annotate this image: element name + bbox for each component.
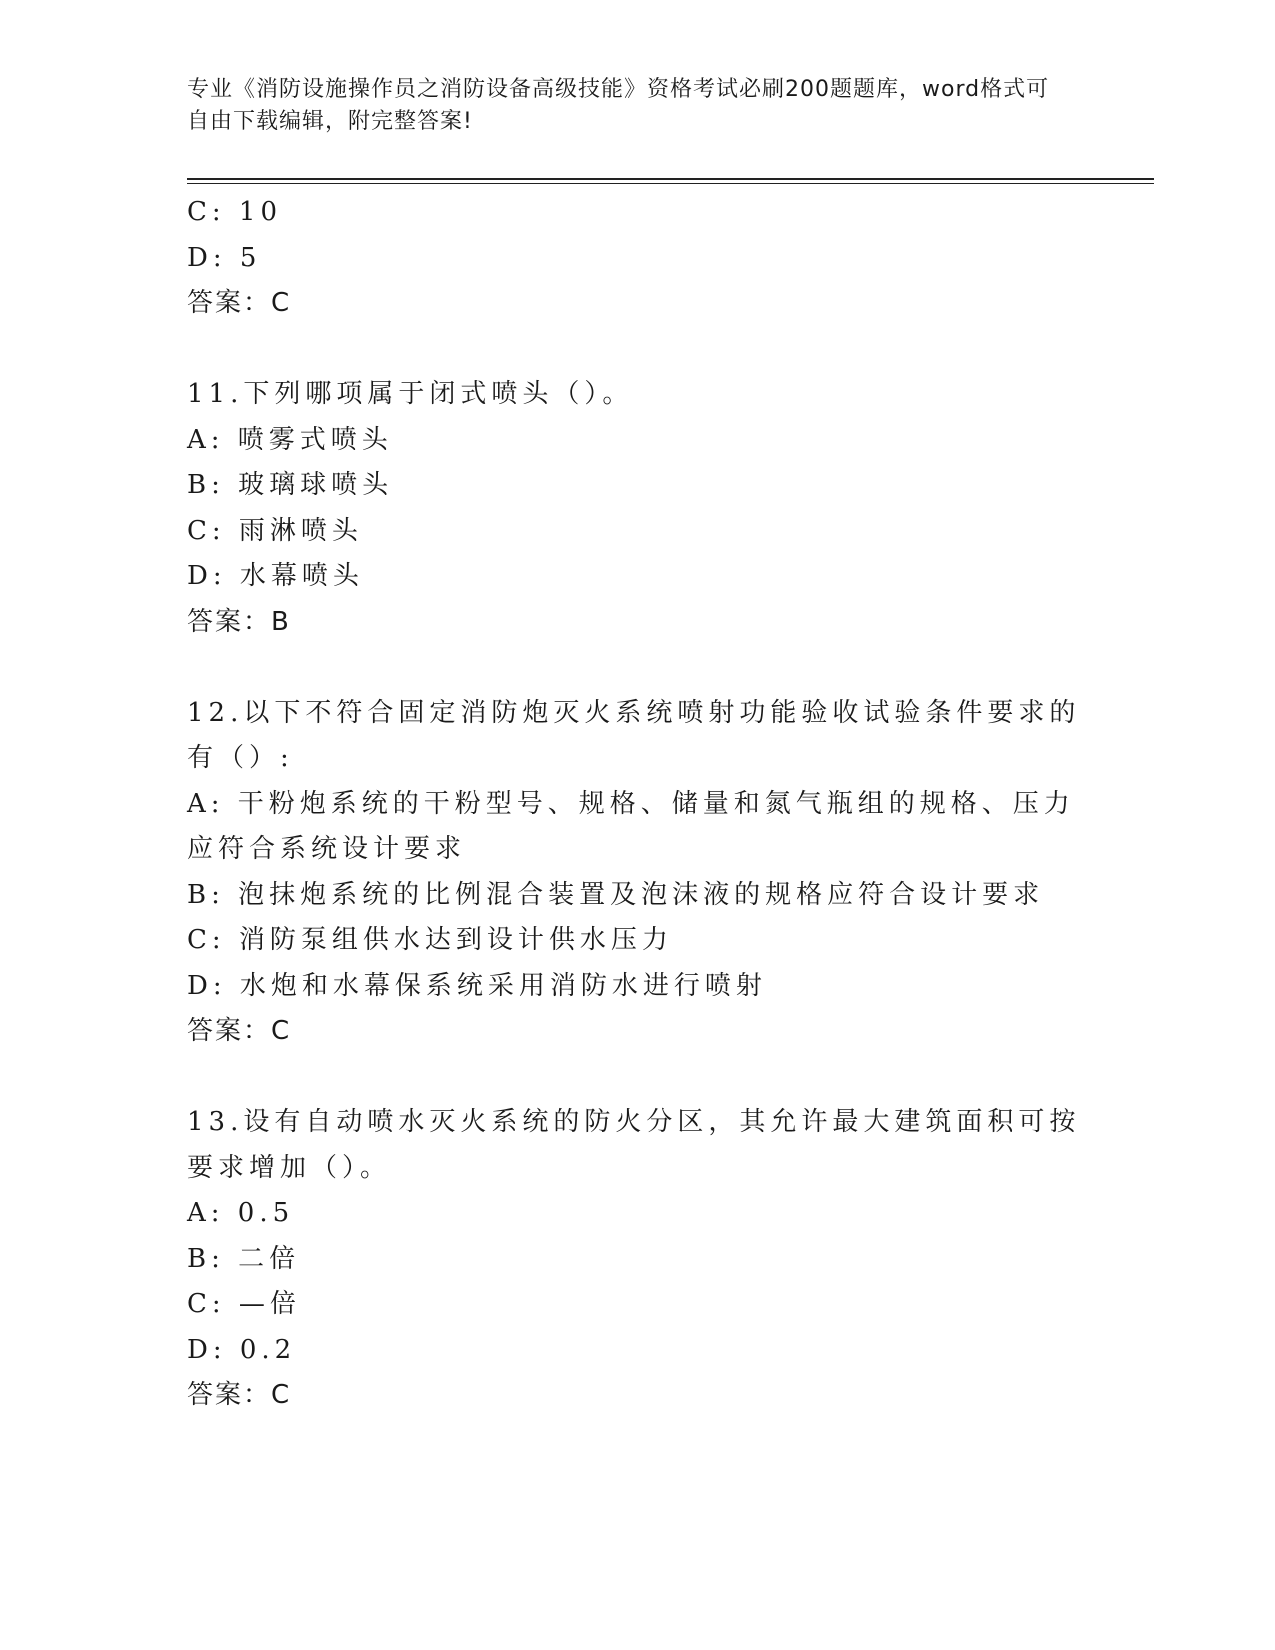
spacer xyxy=(187,1055,1087,1101)
option-b: B: 泡抹炮系统的比例混合装置及泡沫液的规格应符合设计要求 xyxy=(187,879,1045,910)
option-b: B: 玻璃球喷头 xyxy=(187,470,394,500)
question-stem: 13.设有自动喷水灭火系统的防火分区，其允许最大建筑面积可按要求增加（）。 xyxy=(187,1107,1081,1183)
page-header: 专业《消防设施操作员之消防设备高级技能》资格考试必刷200题题库，word格式可自由下载编辑，附完整答案! xyxy=(187,77,1050,134)
header-divider-thick xyxy=(187,178,1154,180)
option-a: A: 喷雾式喷头 xyxy=(187,424,393,455)
spacer xyxy=(187,327,1087,373)
question-stem: 11.下列哪项属于闭式喷头（）。 xyxy=(187,379,634,409)
question-stem: 12.以下不符合固定消防炮灭火系统喷射功能验收试验条件要求的有（）: xyxy=(187,697,1081,773)
question-11 xyxy=(187,372,1087,645)
option-d: D: 水幕喷头 xyxy=(187,561,364,591)
option-d: D: 0.2 xyxy=(187,1334,297,1365)
question-12 xyxy=(187,691,1087,1055)
question-13 xyxy=(187,1100,1087,1419)
option-a: A: 干粉炮系统的干粉型号、规格、储量和氮气瓶组的规格、压力应符合系统设计要求 xyxy=(187,788,1075,864)
option-c: C: —倍 xyxy=(187,1289,301,1319)
option-c: C: 雨淋喷头 xyxy=(187,515,363,546)
option-d: D: 5 xyxy=(187,242,262,273)
header-divider-thin xyxy=(187,183,1154,184)
answer-line: 答案：C xyxy=(187,1380,292,1410)
option-a: A: 0.5 xyxy=(187,1198,295,1228)
spacer xyxy=(187,645,1087,691)
answer-line: 答案：C xyxy=(187,288,292,318)
answer-line: 答案：C xyxy=(187,1016,292,1046)
previous-question-tail xyxy=(187,190,1087,327)
option-b: B: 二倍 xyxy=(187,1243,301,1274)
question-list xyxy=(187,190,1087,1419)
answer-line: 答案：B xyxy=(187,606,291,637)
option-c: C: 10 xyxy=(187,197,283,227)
option-c: C: 消防泵组供水达到设计供水压力 xyxy=(187,925,673,955)
option-d: D: 水炮和水幕保系统采用消防水进行喷射 xyxy=(187,970,767,1001)
